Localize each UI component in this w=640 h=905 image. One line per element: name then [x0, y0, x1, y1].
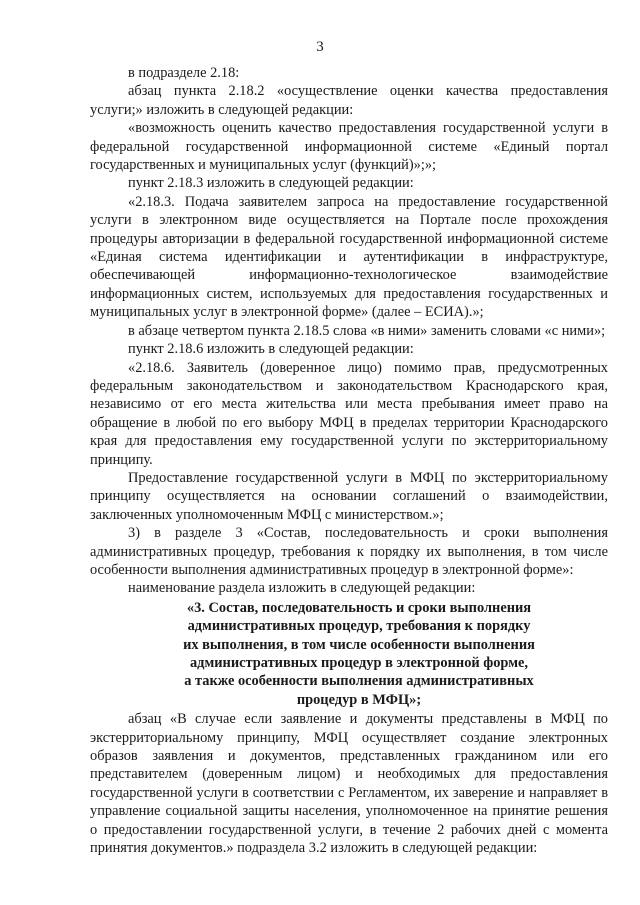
heading-line: «3. Состав, последовательность и сроки выполнения — [186, 599, 532, 616]
paragraph: «возможность оценить качество предоставления государственной услуги в федеральной государственной информационной системе «Единый портал государственных и муниципальных услуг (функций)»;»; — [90, 120, 608, 174]
paragraph: Предоставление государственной услуги в МФЦ по экстерриториальному принципу осуществляется на основании соглашений о взаимодействии, заключенных уполномоченным МФЦ с министерством.»; — [90, 469, 608, 523]
heading-line: а также особенности выполнения административных — [184, 673, 534, 690]
paragraph: в абзаце четвертом пункта 2.18.5 слова «в ними» заменить словами «с ними»; — [128, 322, 606, 339]
paragraph: пункт 2.18.6 изложить в следующей редакции: — [128, 341, 414, 358]
paragraph: пункт 2.18.3 изложить в следующей редакции: — [128, 175, 414, 192]
paragraph: наименование раздела изложить в следующей редакции: — [128, 580, 476, 597]
heading-line: их выполнения, в том числе особенности выполнения — [183, 636, 535, 653]
paragraph: в подразделе 2.18: — [128, 65, 240, 81]
heading-line: административных процедур, требования к порядку — [187, 618, 531, 635]
paragraph: «2.18.3. Подача заявителем запроса на предоставление государственной услуги в электронном виде осуществляется на Портале после прохождения процедуры авторизации в федеральной государственной информационной системе «Единая система идентификации и аутентификации в инфраструктуре, обеспечивающей информационно-технологическое взаимодействие информационных систем, используемых для предоставления государственных и муниципальных услуг в электронной форме» (далее – ЕСИА).»; — [90, 193, 608, 321]
heading-line: административных процедур в электронной форме, — [189, 655, 529, 671]
paragraph-final: абзац «В случае если заявление и документы представлены в МФЦ по экстерриториальному принципу, МФЦ осуществляет создание электронных образов заявления и документов, представленных гражданином или его представителем (доверенным лицом) и необходимых для предоставления государственной услуги в соответствии с Регламентом, их заверение и направляет в управление социальной защиты населения, уполномоченное на принятие решения о предоставлении государственной услуги, в течение 2 рабочих дней с момента принятия документов.» подраздела 3.2 изложить в следующей редакции: — [90, 711, 608, 857]
page-number: 3 — [316, 39, 324, 55]
section-heading — [90, 599, 608, 709]
paragraph: «2.18.6. Заявитель (доверенное лицо) помимо прав, предусмотренных федеральным законодательством и законодательством Краснодарского края, независимо от его места жительства или места пребывания имеет право на обращение в любой по его выбору МФЦ в пределах территории Краснодарского края для предоставления ему государственной услуги по экстерриториальному принципу. — [90, 359, 608, 468]
document-body — [90, 64, 608, 857]
heading-line: процедур в МФЦ»; — [296, 691, 422, 708]
paragraph: 3) в разделе 3 «Состав, последовательность и сроки выполнения административных процедур, требования к порядку их выполнения, в том числе особенности выполнения административных процедур в электронной форме»: — [90, 525, 608, 578]
paragraph: абзац пункта 2.18.2 «осуществление оценки качества предоставления услуги;» изложить в следующей редакции: — [90, 83, 608, 118]
